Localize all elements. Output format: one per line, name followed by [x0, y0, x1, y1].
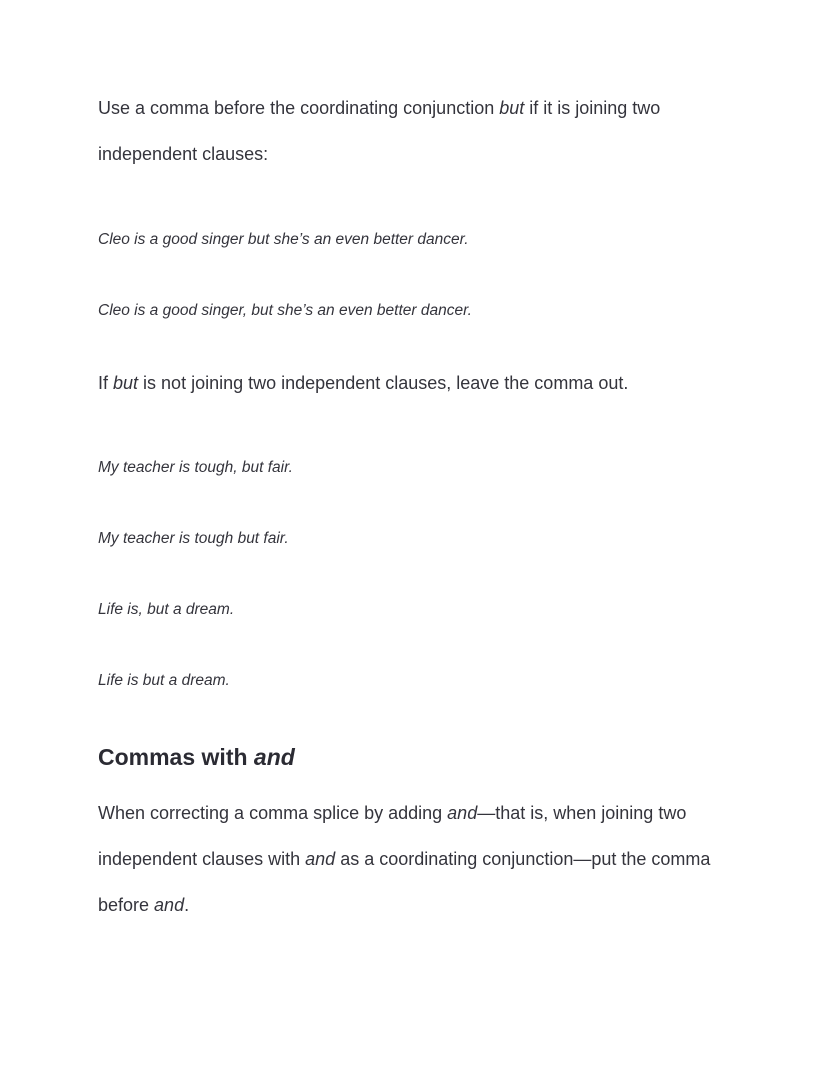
intro-paragraph — [98, 85, 738, 177]
section-text-4: . — [184, 895, 190, 915]
section-term-2: and — [305, 849, 336, 869]
rule-paragraph — [98, 360, 738, 406]
rule-text-after: is not joining two independent clauses, leave the comma out. — [138, 373, 629, 393]
example-cleo-no-comma: Cleo is a good singer but she’s an even better dancer. — [98, 231, 469, 248]
rule-text-before: If — [98, 373, 114, 393]
example-teacher-comma: My teacher is tough, but fair. — [98, 459, 293, 476]
intro-text-after: if it is joining two independent clauses: — [98, 98, 661, 164]
intro-text-before: Use a comma before the coordinating conjunction — [98, 98, 500, 118]
section-term-3: and — [154, 895, 185, 915]
section-term-1: and — [447, 803, 478, 823]
section-paragraph — [98, 790, 738, 928]
section-text-3: as a coordinating conjunction—put the comma before — [98, 849, 711, 915]
intro-term: but — [499, 98, 525, 118]
example-life-no-comma: Life is but a dream. — [98, 672, 230, 689]
example-cleo-comma: Cleo is a good singer, but she’s an even better dancer. — [98, 302, 472, 319]
section-heading-term: and — [253, 744, 295, 770]
section-text-1: When correcting a comma splice by adding — [98, 803, 448, 823]
section-heading — [98, 742, 738, 772]
section-heading-text: Commas with — [98, 744, 254, 770]
section-text-2: —that is, when joining two independent clauses with — [98, 803, 687, 869]
rule-term: but — [113, 373, 139, 393]
example-teacher-no-comma: My teacher is tough but fair. — [98, 530, 289, 547]
example-life-comma: Life is, but a dream. — [98, 601, 235, 618]
